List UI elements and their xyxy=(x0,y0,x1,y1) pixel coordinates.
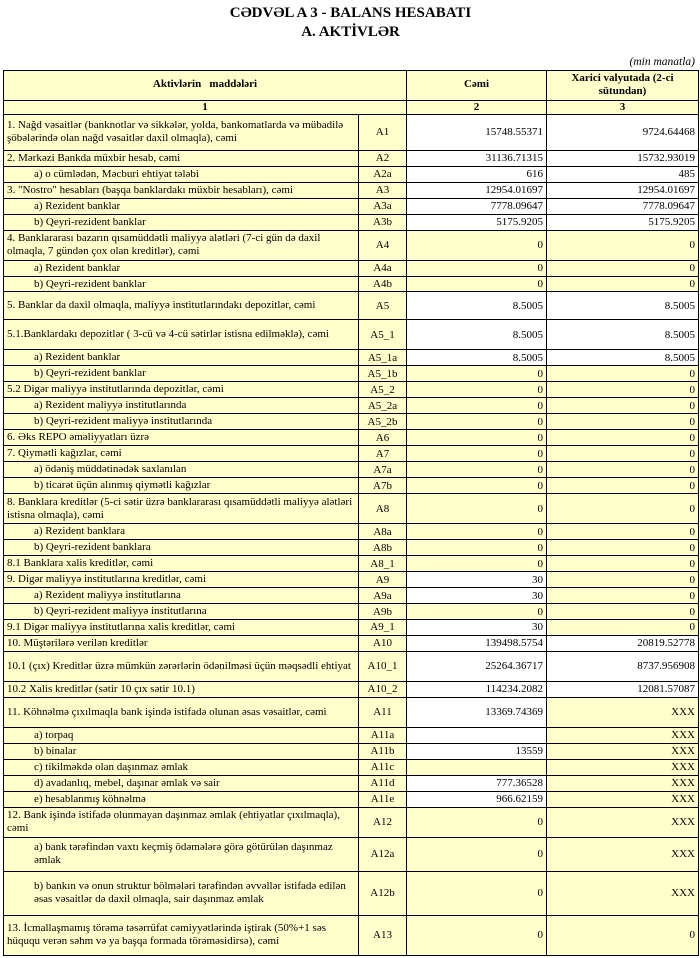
table-row xyxy=(4,166,699,182)
table-row xyxy=(4,182,699,198)
row-foreign-value: 0 xyxy=(547,446,699,462)
row-foreign-value: 0 xyxy=(547,230,699,260)
table-row xyxy=(4,727,699,743)
report-subtitle: A. AKTİVLƏR xyxy=(301,23,400,40)
row-code: A3 xyxy=(359,182,407,198)
row-description: a) Rezident banklara xyxy=(4,524,359,540)
row-code: A11c xyxy=(359,759,407,775)
row-code: A9 xyxy=(359,572,407,588)
row-code: A10 xyxy=(359,635,407,651)
col-header-total: Cəmi xyxy=(407,70,547,100)
row-total-value: 5175.9205 xyxy=(407,214,547,230)
row-foreign-value: 0 xyxy=(547,588,699,604)
row-code: A9b xyxy=(359,604,407,620)
row-total-value: 0 xyxy=(407,604,547,620)
table-row xyxy=(4,260,699,276)
row-code: A11 xyxy=(359,697,407,727)
row-description: 5. Banklar da daxil olmaqla, maliyyə institutlarındakı depozitlər, cəmi xyxy=(4,292,359,320)
row-foreign-value: 9724.64468 xyxy=(547,114,699,150)
row-total-value: 30 xyxy=(407,588,547,604)
row-total-value: 31136.71315 xyxy=(407,150,547,166)
row-total-value xyxy=(407,727,547,743)
table-row xyxy=(4,697,699,727)
row-foreign-value: 0 xyxy=(547,556,699,572)
row-total-value: 0 xyxy=(407,871,547,915)
row-description: a) torpaq xyxy=(4,727,359,743)
row-foreign-value: XXX xyxy=(547,807,699,837)
row-description: c) tikilməkdə olan daşınmaz əmlak xyxy=(4,759,359,775)
row-total-value: 15748.55371 xyxy=(407,114,547,150)
row-total-value: 0 xyxy=(407,414,547,430)
row-description: b) Qeyri-rezident banklar xyxy=(4,276,359,292)
row-code: A11d xyxy=(359,775,407,791)
row-code: A7a xyxy=(359,462,407,478)
row-code: A8 xyxy=(359,494,407,524)
table-row xyxy=(4,494,699,524)
row-total-value: 0 xyxy=(407,398,547,414)
row-code: A12 xyxy=(359,807,407,837)
row-foreign-value: 0 xyxy=(547,915,699,955)
col-number-1: 1 xyxy=(4,100,407,114)
table-row xyxy=(4,743,699,759)
table-row xyxy=(4,462,699,478)
row-foreign-value: 0 xyxy=(547,276,699,292)
table-row xyxy=(4,430,699,446)
row-foreign-value: 0 xyxy=(547,604,699,620)
row-description: 6. Əks REPO əməliyyatları üzrə xyxy=(4,430,359,446)
table-row xyxy=(4,915,699,955)
table-header xyxy=(4,70,699,114)
row-description: 10. Müştərilərə verilən kreditlər xyxy=(4,635,359,651)
row-total-value: 8.5005 xyxy=(407,320,547,350)
row-description: a) Rezident banklar xyxy=(4,350,359,366)
row-description: 8. Banklara kreditlər (5-ci sətir üzrə banklararası qısamüddətli maliyyə alətləri istisna olmaqla), cəmi xyxy=(4,494,359,524)
table-row xyxy=(4,382,699,398)
row-code: A8_1 xyxy=(359,556,407,572)
row-description: 9.1 Digər maliyyə institutlarına xalis kreditlər, cəmi xyxy=(4,620,359,636)
row-description: b) binalar xyxy=(4,743,359,759)
table-row xyxy=(4,681,699,697)
table-row xyxy=(4,276,699,292)
row-description: 12. Bank işində istifadə olunmayan daşınmaz əmlak (ehtiyatlar çıxılmaqla), cəmi xyxy=(4,807,359,837)
row-code: A12a xyxy=(359,837,407,871)
row-code: A5_1a xyxy=(359,350,407,366)
table-row xyxy=(4,230,699,260)
row-description: a) ödəniş müddətinədək saxlanılan xyxy=(4,462,359,478)
row-total-value: 0 xyxy=(407,915,547,955)
row-code: A5_1 xyxy=(359,320,407,350)
row-total-value: 0 xyxy=(407,430,547,446)
row-foreign-value: 0 xyxy=(547,572,699,588)
row-description: 4. Banklararası bazarın qısamüddətli maliyyə alətləri (7-ci gün də daxil olmaqla, 7 gündən çox olan kreditlər), cəmi xyxy=(4,230,359,260)
table-row xyxy=(4,791,699,807)
row-total-value: 25264.36717 xyxy=(407,651,547,681)
row-foreign-value: 8737.956908 xyxy=(547,651,699,681)
row-description: a) Rezident banklar xyxy=(4,260,359,276)
header-row xyxy=(4,70,699,100)
row-code: A5_2 xyxy=(359,382,407,398)
row-code: A12b xyxy=(359,871,407,915)
row-description: b) Qeyri-rezident maliyyə institutlarına xyxy=(4,604,359,620)
row-description: b) ticarət üçün alınmış qiymətli kağızlar xyxy=(4,478,359,494)
row-description: 8.1 Banklara xalis kreditlər, cəmi xyxy=(4,556,359,572)
row-code: A3a xyxy=(359,198,407,214)
row-foreign-value: 0 xyxy=(547,398,699,414)
row-total-value: 13559 xyxy=(407,743,547,759)
row-code: A9a xyxy=(359,588,407,604)
table-row xyxy=(4,635,699,651)
row-code: A5_2a xyxy=(359,398,407,414)
table-row xyxy=(4,524,699,540)
row-code: A2a xyxy=(359,166,407,182)
row-total-value: 30 xyxy=(407,620,547,636)
row-description: 10.1 (çıx) Kreditlər üzrə mümkün zərərlərin ödənilməsi üçün məqsədli ehtiyat xyxy=(4,651,359,681)
row-description: 7. Qiymətli kağızlar, cəmi xyxy=(4,446,359,462)
row-description: a) Rezident banklar xyxy=(4,198,359,214)
row-foreign-value: XXX xyxy=(547,791,699,807)
row-foreign-value: 8.5005 xyxy=(547,320,699,350)
row-total-value: 139498.5754 xyxy=(407,635,547,651)
table-row xyxy=(4,775,699,791)
row-total-value: 0 xyxy=(407,230,547,260)
table-row xyxy=(4,556,699,572)
row-total-value: 0 xyxy=(407,556,547,572)
row-total-value: 0 xyxy=(407,462,547,478)
row-description: a) Rezident maliyyə institutlarında xyxy=(4,398,359,414)
row-code: A10_2 xyxy=(359,681,407,697)
row-foreign-value: 0 xyxy=(547,462,699,478)
table-row xyxy=(4,837,699,871)
row-total-value: 8.5005 xyxy=(407,292,547,320)
row-total-value: 8.5005 xyxy=(407,350,547,366)
row-foreign-value: 0 xyxy=(547,366,699,382)
row-foreign-value: 5175.9205 xyxy=(547,214,699,230)
row-description: 5.2 Digər maliyyə institutlarında depozitlər, cəmi xyxy=(4,382,359,398)
row-foreign-value: 0 xyxy=(547,620,699,636)
row-description: 5.1.Banklardakı depozitlər ( 3-cü və 4-cü sətirlər istisna edilməklə), cəmi xyxy=(4,320,359,350)
row-code: A3b xyxy=(359,214,407,230)
row-code: A11a xyxy=(359,727,407,743)
table-row xyxy=(4,540,699,556)
row-description: b) Qeyri-rezident banklara xyxy=(4,540,359,556)
row-foreign-value: XXX xyxy=(547,727,699,743)
row-code: A8b xyxy=(359,540,407,556)
row-description: a) bank tərəfindən vaxtı keçmiş ödəmələrə görə götürülən daşınmaz əmlak xyxy=(4,837,359,871)
table-row xyxy=(4,198,699,214)
balance-sheet-table xyxy=(3,70,699,956)
row-total-value: 7778.09647 xyxy=(407,198,547,214)
row-foreign-value: 12954.01697 xyxy=(547,182,699,198)
table-row xyxy=(4,320,699,350)
table-row xyxy=(4,414,699,430)
row-foreign-value: 7778.09647 xyxy=(547,198,699,214)
row-description: 10.2 Xalis kreditlər (sətir 10 çıx sətir 10.1) xyxy=(4,681,359,697)
table-row xyxy=(4,114,699,150)
table-row xyxy=(4,446,699,462)
row-code: A9_1 xyxy=(359,620,407,636)
row-total-value: 616 xyxy=(407,166,547,182)
row-foreign-value: 8.5005 xyxy=(547,292,699,320)
row-code: A4b xyxy=(359,276,407,292)
row-description: 13. İcmallaşmamış törəmə təsərrüfat cəmiyyətlərində iştirak (50%+1 səs hüququ verən səhm və ya başqa formada törəməsidirsə), cəmi xyxy=(4,915,359,955)
table-row xyxy=(4,150,699,166)
column-number-row xyxy=(4,100,699,114)
table-row xyxy=(4,214,699,230)
row-code: A7 xyxy=(359,446,407,462)
row-foreign-value: 8.5005 xyxy=(547,350,699,366)
table-row xyxy=(4,292,699,320)
row-total-value: 114234.2082 xyxy=(407,681,547,697)
row-code: A2 xyxy=(359,150,407,166)
row-total-value xyxy=(407,759,547,775)
row-description: a) Rezident maliyyə institutlarına xyxy=(4,588,359,604)
row-total-value: 0 xyxy=(407,446,547,462)
table-row xyxy=(4,398,699,414)
row-total-value: 0 xyxy=(407,382,547,398)
row-description: b) bankın və onun struktur bölmələri tərəfindən əvvəllər istifadə edilən əsas vəsaitlər də daxil olmaqla, sair daşınmaz əmlak xyxy=(4,871,359,915)
row-code: A11e xyxy=(359,791,407,807)
row-description: b) Qeyri-rezident banklar xyxy=(4,366,359,382)
row-foreign-value: XXX xyxy=(547,697,699,727)
row-total-value: 0 xyxy=(407,494,547,524)
row-total-value: 13369.74369 xyxy=(407,697,547,727)
table-row xyxy=(4,871,699,915)
row-code: A1 xyxy=(359,114,407,150)
row-total-value: 12954.01697 xyxy=(407,182,547,198)
row-total-value: 966.62159 xyxy=(407,791,547,807)
row-total-value: 0 xyxy=(407,260,547,276)
row-total-value: 0 xyxy=(407,366,547,382)
row-foreign-value: XXX xyxy=(547,837,699,871)
row-foreign-value: 485 xyxy=(547,166,699,182)
report-title: CƏDVƏL A 3 - BALANS HESABATI xyxy=(229,5,472,21)
row-code: A13 xyxy=(359,915,407,955)
col-header-foreign: Xarici valyutada (2-ci sütundan) xyxy=(547,70,699,100)
row-description: 1. Nağd vəsaitlər (banknotlar və sikkələr, yolda, bankomatlarda və mübadilə şöbələrində olan nağd vəsaitlər daxil olmaqla), cəmi xyxy=(4,114,359,150)
table-row xyxy=(4,651,699,681)
table-row xyxy=(4,588,699,604)
row-description: a) o cümlədən, Məcburi ehtiyat tələbi xyxy=(4,166,359,182)
row-description: b) Qeyri-rezident banklar xyxy=(4,214,359,230)
row-foreign-value: 15732.93019 xyxy=(547,150,699,166)
row-foreign-value: 20819.52778 xyxy=(547,635,699,651)
table-body xyxy=(4,114,699,955)
row-total-value: 777.36528 xyxy=(407,775,547,791)
row-code: A11b xyxy=(359,743,407,759)
row-code: A5_2b xyxy=(359,414,407,430)
table-row xyxy=(4,478,699,494)
col-number-3: 3 xyxy=(547,100,699,114)
table-row xyxy=(4,572,699,588)
row-foreign-value: 0 xyxy=(547,478,699,494)
row-foreign-value: 0 xyxy=(547,494,699,524)
table-row xyxy=(4,620,699,636)
row-total-value: 0 xyxy=(407,524,547,540)
table-row xyxy=(4,604,699,620)
row-code: A6 xyxy=(359,430,407,446)
row-foreign-value: 0 xyxy=(547,260,699,276)
row-foreign-value: XXX xyxy=(547,871,699,915)
table-row xyxy=(4,350,699,366)
row-foreign-value: 0 xyxy=(547,540,699,556)
row-description: e) hesablanmış köhnəlmə xyxy=(4,791,359,807)
unit-note: (min manatla) xyxy=(629,55,695,68)
table-row xyxy=(4,807,699,837)
row-code: A8a xyxy=(359,524,407,540)
col-header-items: Aktivlərin maddələri xyxy=(4,70,407,100)
row-description: 3. "Nostro" hesabları (başqa banklardakı müxbir hesabları), cəmi xyxy=(4,182,359,198)
row-foreign-value: 0 xyxy=(547,414,699,430)
table-row xyxy=(4,366,699,382)
row-foreign-value: 12081.57087 xyxy=(547,681,699,697)
row-foreign-value: XXX xyxy=(547,775,699,791)
row-description: b) Qeyri-rezident maliyyə institutlarında xyxy=(4,414,359,430)
row-total-value: 0 xyxy=(407,837,547,871)
table-row xyxy=(4,759,699,775)
row-code: A4a xyxy=(359,260,407,276)
row-foreign-value: XXX xyxy=(547,759,699,775)
row-total-value: 0 xyxy=(407,540,547,556)
row-description: 9. Digər maliyyə institutlarına kreditlər, cəmi xyxy=(4,572,359,588)
row-code: A4 xyxy=(359,230,407,260)
row-foreign-value: 0 xyxy=(547,382,699,398)
row-foreign-value: 0 xyxy=(547,524,699,540)
row-code: A5_1b xyxy=(359,366,407,382)
col-number-2: 2 xyxy=(407,100,547,114)
row-total-value: 0 xyxy=(407,478,547,494)
row-foreign-value: 0 xyxy=(547,430,699,446)
row-description: d) avadanlıq, mebel, daşınar əmlak və sair xyxy=(4,775,359,791)
row-total-value: 0 xyxy=(407,276,547,292)
row-total-value: 0 xyxy=(407,807,547,837)
row-description: 11. Köhnəlmə çıxılmaqla bank işində istifadə olunan əsas vəsaitlər, cəmi xyxy=(4,697,359,727)
row-foreign-value: XXX xyxy=(547,743,699,759)
row-total-value: 30 xyxy=(407,572,547,588)
row-code: A5 xyxy=(359,292,407,320)
row-code: A7b xyxy=(359,478,407,494)
row-description: 2. Mərkəzi Bankda müxbir hesab, cəmi xyxy=(4,150,359,166)
row-code: A10_1 xyxy=(359,651,407,681)
